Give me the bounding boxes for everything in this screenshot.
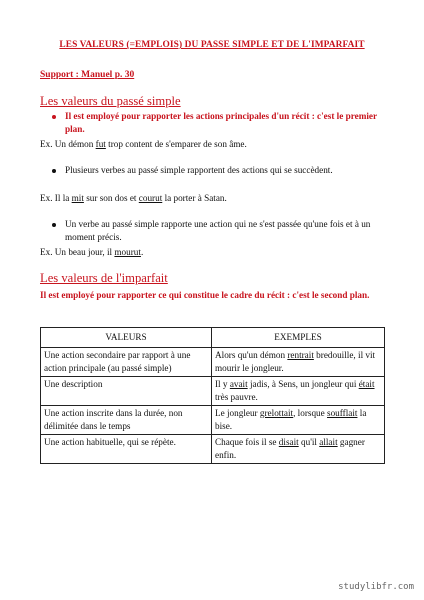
text-run: la porter à Satan.: [162, 193, 227, 203]
table-row: [41, 406, 385, 435]
imparfait-intro: Il est employé pour rapporter ce qui constitue le cadre du récit : c'est le second plan.: [40, 290, 370, 300]
bullet-passe-simple-1: [52, 110, 382, 136]
bullet-dot-icon: [52, 169, 56, 173]
values-table: [40, 327, 385, 464]
cell-exemple: [212, 435, 385, 464]
underlined-verb: soufflait: [327, 408, 358, 418]
text-run: sur son dos et: [83, 193, 139, 203]
underlined-verb: était: [358, 379, 375, 389]
text-run: Il y: [215, 379, 230, 389]
table-row: [41, 348, 385, 377]
text-run: Le jongleur: [215, 408, 260, 418]
text-run: Chaque fois il se: [215, 437, 279, 447]
underlined-verb: allait: [319, 437, 338, 447]
bullet-dot-icon: [52, 115, 56, 119]
text-run: , lorsque: [293, 408, 328, 418]
example-3: [40, 246, 390, 259]
bullet-passe-simple-2: [52, 164, 382, 177]
column-header-exemples: EXEMPLES: [212, 328, 385, 348]
text-run: bredouille, il vit mourir le jongleur.: [215, 350, 376, 373]
example-1: [40, 138, 390, 151]
heading-imparfait: Les valeurs de l'imparfait: [40, 271, 168, 285]
text-run: jadis, à Sens, un jongleur qui: [247, 379, 359, 389]
text-run: Ex. Il la: [40, 193, 72, 203]
underlined-verb: disait: [278, 437, 299, 447]
bullet-text: Il est employé pour rapporter les actions principales d'un récit : c'est le premier plan.: [65, 111, 377, 134]
cell-valeur: Une action secondaire par rapport à une action principale (au passé simple): [41, 348, 212, 377]
bullet-passe-simple-3: [52, 218, 382, 244]
text-run: Ex. Un démon: [40, 139, 96, 149]
text-run: trop content de s'emparer de son âme.: [105, 139, 247, 149]
table-row: [41, 435, 385, 464]
text-run: très pauvre.: [215, 392, 258, 402]
watermark-text: studylibfr.com: [338, 582, 414, 592]
table-row: [41, 377, 385, 406]
underlined-verb: grelottait: [259, 408, 294, 418]
text-run: Ex. Un beau jour, il: [40, 247, 115, 257]
example-2: [40, 192, 390, 205]
column-header-valeurs: VALEURS: [41, 328, 212, 348]
underlined-verb: mit: [71, 193, 84, 203]
cell-valeur: Une action inscrite dans la durée, non délimitée dans le temps: [41, 406, 212, 435]
text-run: qu'il: [298, 437, 320, 447]
cell-valeur: Une action habituelle, qui se répète.: [41, 435, 212, 464]
underlined-verb: avait: [229, 379, 248, 389]
cell-exemple: [212, 406, 385, 435]
cell-exemple: [212, 377, 385, 406]
bullet-text: Plusieurs verbes au passé simple rapportent des actions qui se succèdent.: [65, 165, 333, 175]
bullet-text: Un verbe au passé simple rapporte une action qui ne s'est passée qu'une fois et à un moment précis.: [65, 219, 371, 242]
table-header-row: [41, 328, 385, 348]
text-run: gagner enfin.: [215, 437, 365, 460]
underlined-verb: rentrait: [287, 350, 314, 360]
support-reference: Support : Manuel p. 30: [40, 70, 135, 80]
cell-valeur: Une description: [41, 377, 212, 406]
document-title: LES VALEURS (=EMPLOIS) DU PASSE SIMPLE ET DE L'IMPARFAIT: [59, 40, 365, 50]
heading-passe-simple: Les valeurs du passé simple: [40, 94, 181, 108]
cell-exemple: [212, 348, 385, 377]
underlined-verb: courut: [138, 193, 163, 203]
underlined-verb: mourut: [114, 247, 141, 257]
bullet-dot-icon: [52, 223, 56, 227]
underlined-verb: fut: [95, 139, 106, 149]
text-run: .: [140, 247, 144, 257]
text-run: la bise.: [215, 408, 367, 431]
text-run: Alors qu'un démon: [215, 350, 288, 360]
